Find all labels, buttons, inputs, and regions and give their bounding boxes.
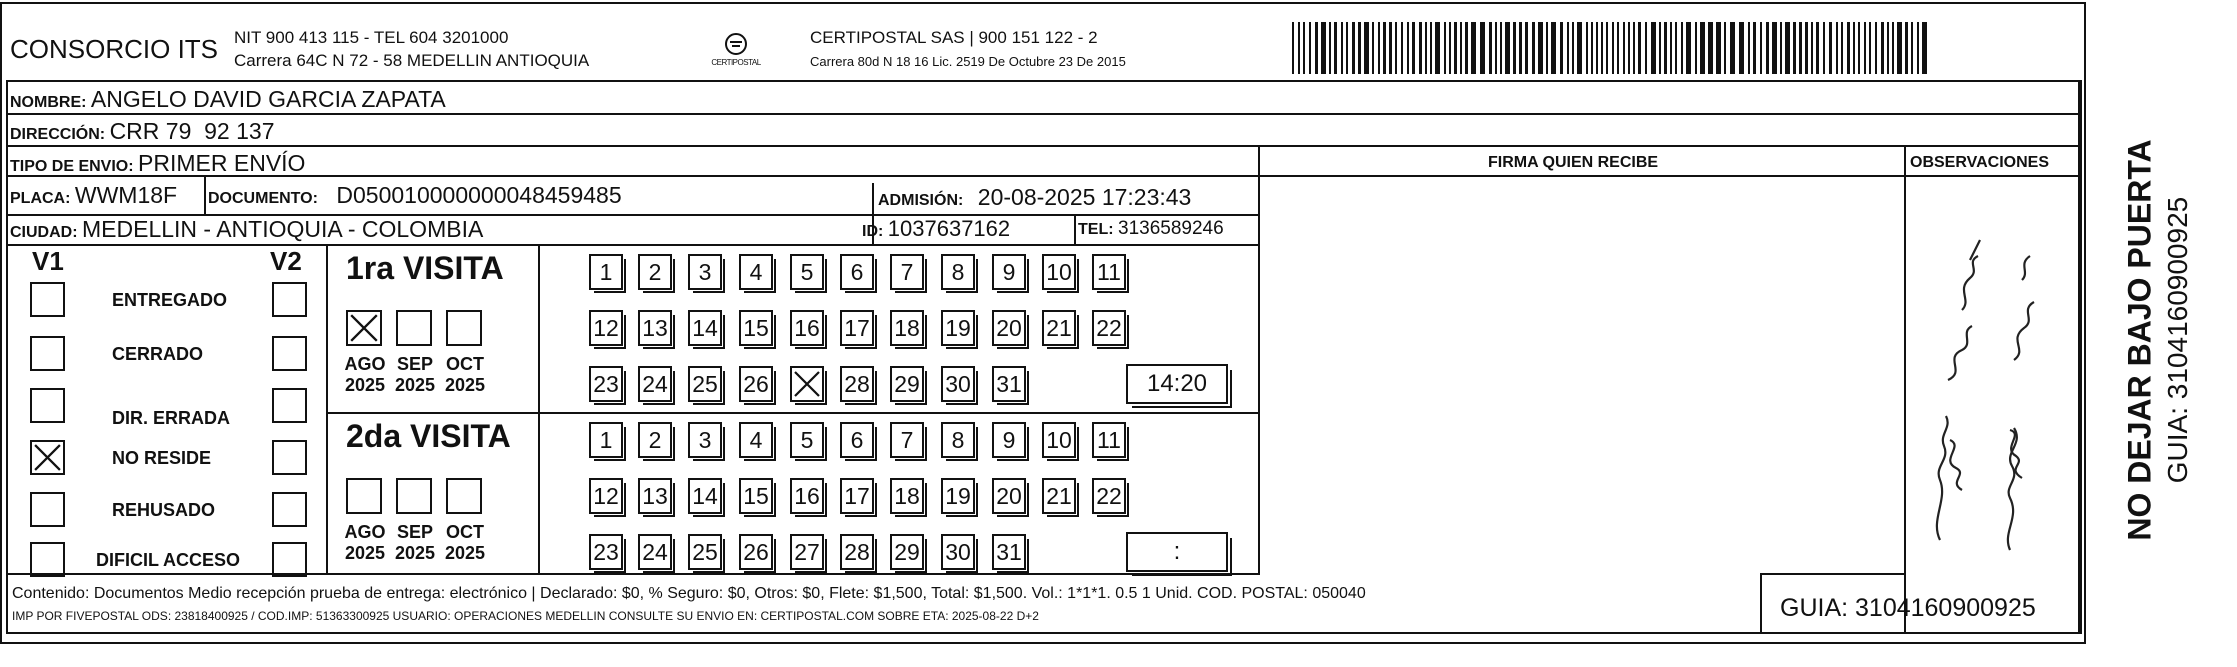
visit-title: 2da VISITA [346,418,511,454]
month-name: SEP [396,354,434,374]
nombre-row [10,86,446,113]
day-box[interactable]: 6 [840,254,874,290]
day-box[interactable]: 25 [688,534,722,570]
day-box[interactable]: 14 [688,310,722,346]
ciudad-value: MEDELLIN - ANTIOQUIA - COLOMBIA [82,216,484,242]
section-divider [326,412,1258,414]
day-box[interactable]: 12 [589,478,623,514]
id-label: ID: [862,223,884,240]
day-box[interactable]: 23 [589,534,623,570]
day-box[interactable]: 7 [890,254,924,290]
day-box[interactable]: 3 [688,422,722,458]
nombre-value: ANGELO DAVID GARCIA ZAPATA [90,86,446,112]
day-box[interactable]: 12 [589,310,623,346]
day-box[interactable]: 4 [739,254,773,290]
logo-text: CERTIPOSTAL [711,58,761,67]
day-box[interactable]: 2 [638,254,672,290]
footer-guia: GUIA: 3104160900925 [1780,594,2036,622]
col-divider-side [2078,80,2080,632]
direccion-label: DIRECCIÓN: [10,126,106,143]
month-name: AGO [344,354,386,374]
time-box-shadow [1132,538,1232,576]
main-frame [6,80,2082,634]
documento-value: D050010000000048459485 [336,182,622,208]
day-box[interactable]: 31 [992,366,1026,402]
tel-label: TEL: [1078,221,1114,238]
status-label: DIR. ERRADA [112,408,231,428]
firma-header: FIRMA QUIEN RECIBE [1488,154,1659,171]
month-name: OCT [446,522,484,542]
day-box[interactable]: 14 [688,478,722,514]
month-label [440,522,490,564]
row-line [6,113,2080,115]
day-box[interactable]: 13 [638,310,672,346]
col-divider-firma [1258,145,1260,573]
day-box[interactable]: 1 [589,254,623,290]
v2-checkbox[interactable] [272,388,307,423]
day-box[interactable]: 11 [1092,422,1126,458]
day-box[interactable]: 26 [739,366,773,402]
month-checkbox[interactable] [396,478,432,514]
day-box[interactable]: 8 [941,254,975,290]
company-name: CONSORCIO ITS [10,34,219,64]
day-box[interactable]: 17 [840,310,874,346]
v1-checkbox[interactable] [30,492,65,527]
day-box[interactable]: 15 [739,310,773,346]
day-box[interactable]: 9 [992,422,1026,458]
certipostal-logo-icon [706,30,766,74]
day-box[interactable]: 10 [1042,422,1076,458]
day-box[interactable]: 30 [941,534,975,570]
row-line [6,175,2080,177]
v1-label: V1 [32,246,64,276]
day-box[interactable]: 10 [1042,254,1076,290]
observaciones-header: OBSERVACIONES [1910,154,2049,171]
v2-checkbox[interactable] [272,492,307,527]
footer-line1: Contenido: Documentos Medio recepción prueba de entrega: electrónico | Declarado: $0, % Seguro: $0, Otros: $0, Flete: $1,500, Total: $1,500. Vol.: 1*1*1. 0.5 1 Unid. COD. POSTAL: 050040 [12,585,1366,602]
v1-checkbox[interactable] [30,336,65,371]
admision-label: ADMISIÓN: [878,192,964,209]
direccion-value: CRR 79 92 137 [109,118,275,144]
day-box[interactable]: 23 [589,366,623,402]
tipo-label: TIPO DE ENVIO: [10,158,134,175]
day-box[interactable]: 25 [688,366,722,402]
tipo-value: PRIMER ENVÍO [138,150,306,176]
day-box[interactable]: 28 [840,534,874,570]
v1-checkbox[interactable] [30,542,65,577]
month-year: 2025 [344,543,386,563]
time-box[interactable]: : [1126,532,1228,572]
footer-divider [6,573,1260,575]
day-box[interactable]: 17 [840,478,874,514]
day-box[interactable]: 26 [739,534,773,570]
month-checkbox[interactable] [396,310,432,346]
status-label: ENTREGADO [112,290,228,310]
day-box[interactable]: 31 [992,534,1026,570]
month-checkbox[interactable] [346,310,382,346]
placa-value: WWM18F [74,182,178,208]
day-box[interactable]: 16 [790,310,824,346]
row-line [6,145,2080,147]
documento-label: DOCUMENTO: [208,190,318,207]
documento-cell [208,182,622,209]
section-divider [538,244,540,573]
placa-cell [10,182,177,209]
tipo-row [10,150,305,177]
month-year: 2025 [394,375,436,395]
day-box[interactable]: 15 [739,478,773,514]
footer-divider [1760,573,1906,575]
day-box[interactable]: 24 [638,534,672,570]
day-box[interactable]: 4 [739,422,773,458]
time-box[interactable]: 14:20 [1126,364,1228,404]
day-box[interactable]: 9 [992,254,1026,290]
day-box[interactable]: 22 [1092,310,1126,346]
tel-cell [1078,218,1224,240]
barcode [1292,22,1928,74]
side-notice: NO DEJAR BAJO PUERTA [2121,139,2158,541]
month-year: 2025 [394,543,436,563]
time-box-shadow [1132,370,1232,408]
day-box[interactable]: 24 [638,366,672,402]
ciudad-cell [10,216,483,243]
month-year: 2025 [344,375,386,395]
day-box[interactable]: 20 [992,310,1026,346]
admision-value: 20-08-2025 17:23:43 [977,184,1192,210]
status-label: REHUSADO [112,500,216,520]
v1-checkbox[interactable] [30,440,65,475]
month-name: AGO [344,522,386,542]
observaciones-handwriting [1910,200,2060,560]
day-box[interactable]: 5 [790,422,824,458]
month-year: 2025 [444,375,486,395]
day-box[interactable]: 3 [688,254,722,290]
day-box[interactable]: 11 [1092,254,1126,290]
guia-divider [1760,573,1762,632]
day-box[interactable]: 18 [890,478,924,514]
month-label [440,354,490,396]
day-box[interactable]: 16 [790,478,824,514]
month-label [340,522,390,564]
side-guia: GUIA: 3104160900925 [2162,196,2193,484]
month-year: 2025 [444,543,486,563]
day-box[interactable]: 21 [1042,478,1076,514]
v2-checkbox[interactable] [272,282,307,317]
day-box[interactable]: 22 [1092,478,1126,514]
day-box[interactable] [790,366,824,402]
month-label [390,354,440,396]
day-box[interactable]: 2 [638,422,672,458]
day-box[interactable]: 19 [941,478,975,514]
footer-line2: IMP POR FIVEPOSTAL ODS: 23818400925 / COD.IMP: 51363300925 USUARIO: OPERACIONES MEDELLIN CONSULTE SU ENVIO EN: CERTIPOSTAL.COM SOBRE ETA: 2025-08-22 D+2 [12,609,1039,623]
day-box[interactable]: 29 [890,534,924,570]
day-box[interactable]: 1 [589,422,623,458]
status-label: CERRADO [112,344,204,364]
v2-checkbox[interactable] [272,542,307,577]
v2-label: V2 [270,246,302,276]
direccion-row [10,118,275,145]
day-box[interactable]: 28 [840,366,874,402]
status-label: DIFICIL ACCESO [96,550,241,570]
day-box[interactable]: 21 [1042,310,1076,346]
month-name: OCT [446,354,484,374]
day-box[interactable]: 5 [790,254,824,290]
x-mark-icon [792,368,822,400]
month-label [390,522,440,564]
certipostal-logo [706,30,766,74]
cell-divider [204,175,206,214]
cell-divider [1074,214,1076,244]
row-line [6,244,1258,246]
company-line1: NIT 900 413 115 - TEL 604 3201000 [234,28,509,47]
day-box[interactable]: 8 [941,422,975,458]
day-box[interactable]: 27 [790,534,824,570]
v1-checkbox[interactable] [30,388,65,423]
day-box[interactable]: 29 [890,366,924,402]
day-box[interactable]: 19 [941,310,975,346]
month-checkbox[interactable] [446,310,482,346]
month-label [340,354,390,396]
day-box[interactable]: 13 [638,478,672,514]
day-box[interactable]: 7 [890,422,924,458]
nombre-label: NOMBRE: [10,94,87,111]
placa-label: PLACA: [10,190,71,207]
section-divider [326,244,328,573]
month-checkbox[interactable] [446,478,482,514]
day-box[interactable]: 18 [890,310,924,346]
admision-cell [878,184,1191,211]
tel-value: 3136589246 [1118,218,1224,239]
day-box[interactable]: 20 [992,478,1026,514]
day-box[interactable]: 6 [840,422,874,458]
v2-checkbox[interactable] [272,336,307,371]
id-cell [862,216,1010,242]
status-label: NO RESIDE [112,448,212,468]
v1-checkbox[interactable] [30,282,65,317]
month-name: SEP [396,522,434,542]
x-mark-icon [32,442,63,473]
visit-title: 1ra VISITA [346,250,504,286]
carrier-line1: CERTIPOSTAL SAS | 900 151 122 - 2 [810,28,1098,47]
x-mark-icon [348,312,380,344]
day-box[interactable]: 30 [941,366,975,402]
v2-checkbox[interactable] [272,440,307,475]
company-line2: Carrera 64C N 72 - 58 MEDELLIN ANTIOQUIA [234,51,590,70]
ciudad-label: CIUDAD: [10,224,78,241]
col-divider-obs [1904,145,1906,632]
month-checkbox[interactable] [346,478,382,514]
id-value: 1037637162 [887,216,1011,241]
carrier-line2: Carrera 80d N 18 16 Lic. 2519 De Octubre 23 De 2015 [810,54,1126,69]
